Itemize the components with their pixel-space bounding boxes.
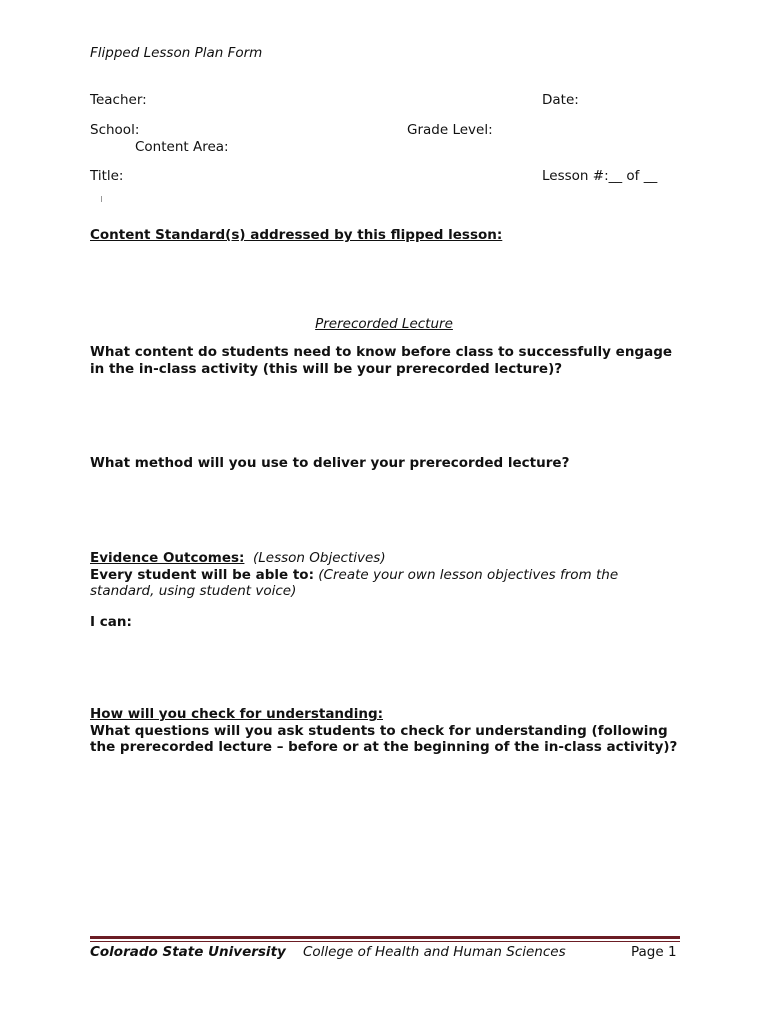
check-understanding-question: What questions will you ask students to check for understanding (following the prerecorded lecture – before or at the beginning of the in-class activity)?: [90, 722, 678, 755]
teacher-label: Teacher:: [90, 92, 147, 108]
form-title: Flipped Lesson Plan Form: [90, 45, 263, 61]
grade-level-label: Grade Level:: [407, 122, 493, 138]
lesson-number-label: Lesson #:__ of __: [542, 168, 658, 184]
evidence-outcomes-note: (Lesson Objectives): [253, 550, 386, 566]
footer-college: College of Health and Human Sciences: [303, 944, 566, 960]
prerecorded-method-question: What method will you use to deliver your prerecorded lecture?: [90, 455, 570, 471]
check-understanding: [90, 706, 680, 756]
content-standards-heading: Content Standard(s) addressed by this flipped lesson:: [90, 227, 503, 243]
title-label: Title:: [90, 168, 124, 184]
check-understanding-heading: How will you check for understanding:: [90, 706, 384, 722]
school-label: School:: [90, 122, 140, 138]
prerecorded-content-question: What content do students need to know before class to successfully engage in the in-class activity (this will be your prerecorded lecture)?: [90, 344, 673, 377]
every-student-label: Every student will be able to:: [90, 566, 314, 583]
date-label: Date:: [542, 92, 579, 108]
stray-mark: [101, 196, 102, 202]
i-can-label: I can:: [90, 614, 132, 630]
evidence-outcomes-heading: Evidence Outcomes:: [90, 550, 245, 566]
footer-university: Colorado State University: [90, 944, 286, 960]
content-area-label: Content Area:: [135, 139, 229, 155]
evidence-outcomes: [90, 550, 680, 600]
footer-page-number: Page 1: [631, 944, 677, 960]
footer-rule-thick: [90, 936, 680, 939]
prerecorded-lecture-heading: Prerecorded Lecture: [315, 316, 453, 332]
footer-rule-thin: [90, 941, 680, 942]
every-student-note: (Create your own lesson objectives from the standard, using student voice): [90, 566, 619, 599]
